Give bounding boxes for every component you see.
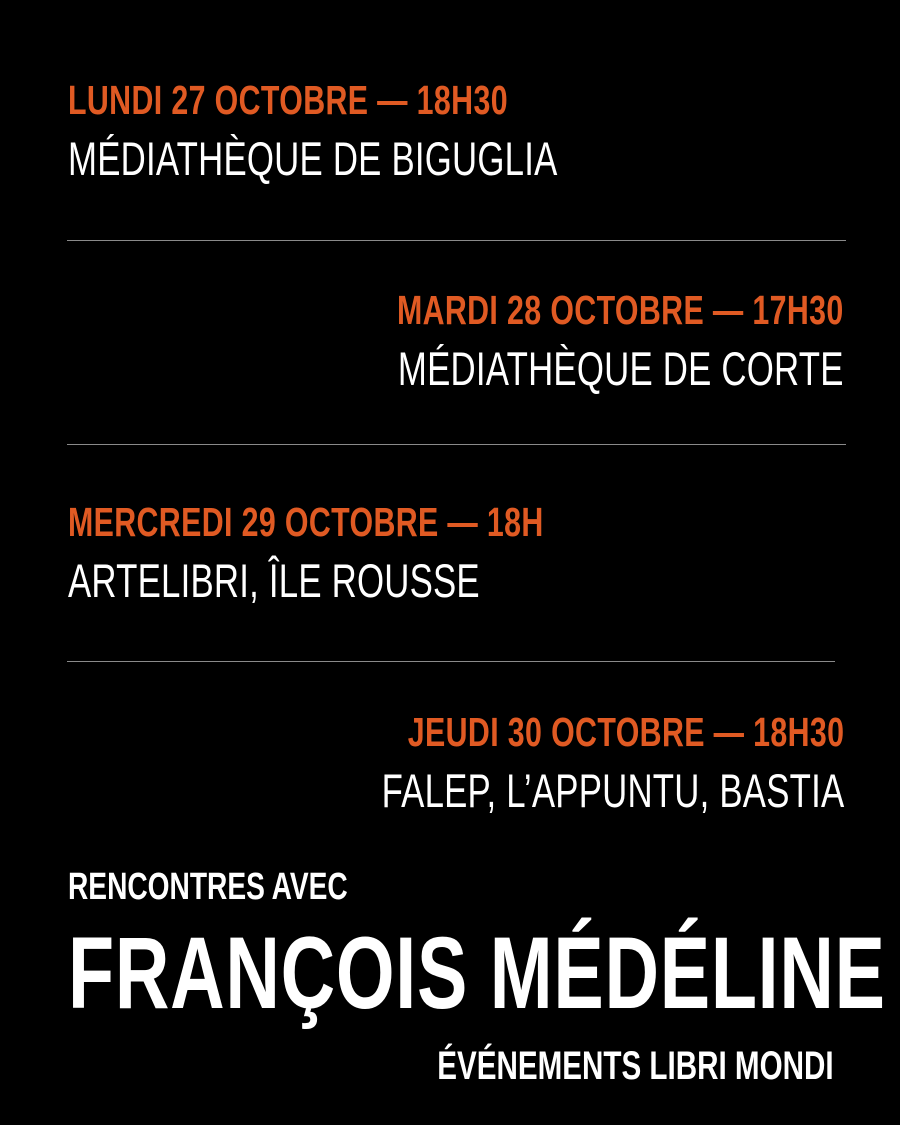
intro-label: RENCONTRES AVEC [68,866,348,908]
organizer-label: ÉVÉNEMENTS LIBRI MONDI [437,1044,834,1088]
event-date: MERCREDI 29 OCTOBRE — 18H [68,499,544,545]
event-date: MARDI 28 OCTOBRE — 17H30 [397,287,844,333]
divider [67,661,835,662]
author-name [68,916,900,1030]
intro-text [68,868,446,906]
event-venue: MÉDIATHÈQUE DE BIGUGLIA [68,132,558,185]
event-date: LUNDI 27 OCTOBRE — 18H30 [68,77,508,123]
event-3 [68,499,711,607]
event-4 [219,709,844,817]
divider [67,240,846,241]
event-venue: MÉDIATHÈQUE DE CORTE [398,342,844,395]
divider [67,444,846,445]
event-venue: FALEP, L’APPUNTU, BASTIA [381,764,844,817]
event-venue: ARTELIBRI, ÎLE ROUSSE [68,554,480,607]
event-1 [68,77,730,185]
organizer [298,1046,834,1086]
event-date: JEUDI 30 OCTOBRE — 18H30 [407,709,844,755]
author-label: FRANÇOIS MÉDÉLINE [68,916,886,1030]
event-2 [240,287,844,395]
